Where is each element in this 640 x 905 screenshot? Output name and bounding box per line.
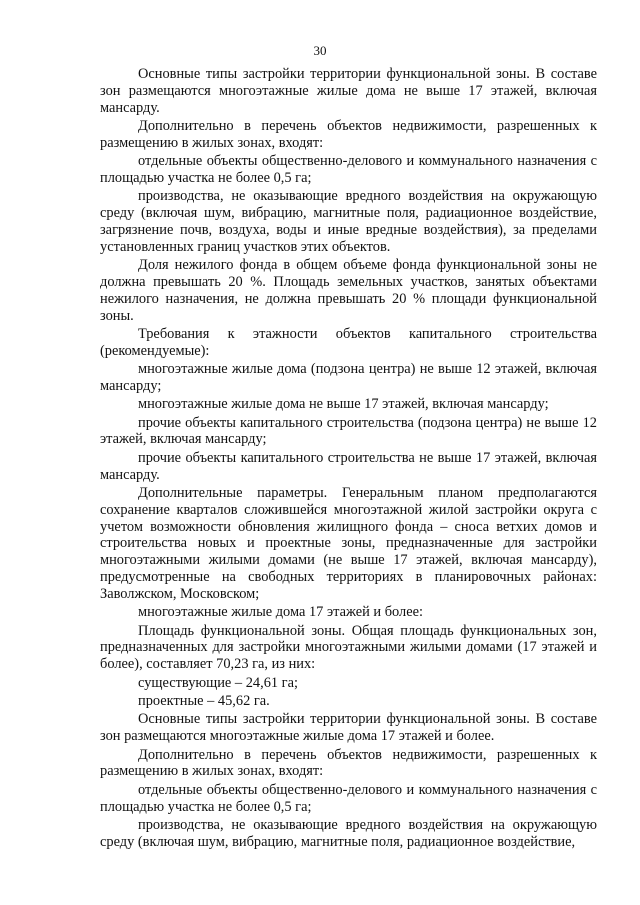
paragraph: многоэтажные жилые дома 17 этажей и более: xyxy=(138,604,423,621)
paragraph: Дополнительно в перечень объектов недвижимости, разрешенных к размещению в жилых зонах, входят: xyxy=(100,117,597,151)
paragraph: Дополнительно в перечень объектов недвижимости, разрешенных к размещению в жилых зонах, входят: xyxy=(100,746,597,780)
paragraph: Основные типы застройки территории функциональной зоны. В составе зон размещаются многоэтажные жилые дома не выше 17 этажей, включая мансарду. xyxy=(100,66,597,116)
paragraph: многоэтажные жилые дома не выше 17 этажей, включая мансарду; xyxy=(138,396,549,413)
paragraph: отдельные объекты общественно-делового и коммунального назначения с площадью участка не более 0,5 га; xyxy=(100,153,597,186)
page-number: 30 xyxy=(313,43,327,58)
paragraph: Доля нежилого фонда в общем объеме фонда функциональной зоны не должна превышать 20 %. Площадь земельных участков, занятых объектами нежилого назначения, не должна превышать 20 % площади функциональной зоны. xyxy=(100,257,597,324)
paragraph: Площадь функциональной зоны. Общая площадь функциональных зон, предназначенных для застройки многоэтажными жилыми домами (17 этажей и более), составляет 70,23 га, из них: xyxy=(100,622,597,673)
paragraph: Дополнительные параметры. Генеральным планом предполагаются сохранение кварталов сложившейся многоэтажной жилой застройки округа с учетом возможности обновления жилищного фонда – сноса ветхих домов и строительства новых и проектные зоны, предназначенные для застройки многоэтажными жилыми домами (не выше 17 этажей, включая мансарду), предусмотренные на свободных территориях в планировочных районах: Заволжском, Московском; xyxy=(100,485,597,602)
paragraph: Требования к этажности объектов капитального строительства (рекомендуемые): xyxy=(100,325,597,359)
paragraph: отдельные объекты общественно-делового и коммунального назначения с площадью участка не более 0,5 га; xyxy=(100,781,597,815)
paragraph: прочие объекты капитального строительства (подзона центра) не выше 12 этажей, включая мансарду; xyxy=(100,414,597,448)
paragraph: проектные – 45,62 га. xyxy=(138,693,270,709)
paragraph: производства, не оказывающие вредного воздействия на окружающую среду (включая шум, вибрацию, магнитные поля, радиационное воздействие, загрязнение почв, воздуха, воды и иные вредные воздействия), за пределами установленных границ участков этих объектов. xyxy=(100,188,597,255)
document-body xyxy=(100,66,597,852)
paragraph: многоэтажные жилые дома (подзона центра) не выше 12 этажей, включая мансарду; xyxy=(100,361,597,394)
paragraph: Основные типы застройки территории функциональной зоны. В составе зон размещаются многоэтажные жилые дома 17 этажей и более. xyxy=(100,711,597,745)
paragraph: существующие – 24,61 га; xyxy=(138,674,298,691)
paragraph: производства, не оказывающие вредного воздействия на окружающую среду (включая шум, вибрацию, магнитные поля, радиационное воздействие, xyxy=(100,816,597,850)
paragraph: прочие объекты капитального строительства не выше 17 этажей, включая мансарду. xyxy=(100,449,597,483)
